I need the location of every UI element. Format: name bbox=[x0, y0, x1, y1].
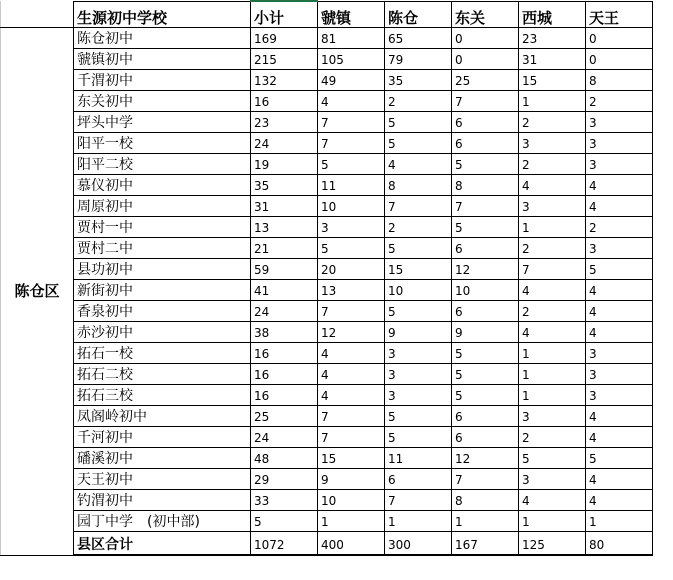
value-cell[interactable]: 2 bbox=[519, 427, 586, 448]
value-cell[interactable]: 4 bbox=[586, 175, 653, 196]
table-row bbox=[1, 511, 653, 532]
table-row bbox=[1, 154, 653, 175]
total-value-cell[interactable]: 125 bbox=[519, 532, 586, 556]
value-cell[interactable]: 12 bbox=[452, 448, 519, 469]
school-name-cell[interactable]: 县功初中 bbox=[74, 259, 251, 280]
header-tianwang[interactable]: 天王 bbox=[586, 1, 653, 28]
table-row bbox=[1, 238, 653, 259]
value-cell[interactable]: 65 bbox=[385, 28, 452, 49]
value-cell[interactable]: 7 bbox=[318, 112, 385, 133]
value-cell[interactable]: 3 bbox=[519, 469, 586, 490]
school-name-cell[interactable]: 钓渭初中 bbox=[74, 490, 251, 511]
header-xicheng[interactable]: 西城 bbox=[519, 1, 586, 28]
school-name-cell[interactable]: 赤沙初中 bbox=[74, 322, 251, 343]
total-value-cell[interactable]: 300 bbox=[385, 532, 452, 556]
value-cell[interactable]: 3 bbox=[385, 385, 452, 406]
value-cell[interactable]: 4 bbox=[586, 322, 653, 343]
value-cell[interactable]: 24 bbox=[251, 133, 318, 154]
school-name-cell[interactable]: 坪头中学 bbox=[74, 112, 251, 133]
value-cell[interactable]: 16 bbox=[251, 364, 318, 385]
value-cell[interactable]: 7 bbox=[318, 301, 385, 322]
value-cell[interactable]: 1 bbox=[385, 511, 452, 532]
table-row bbox=[1, 490, 653, 511]
value-cell[interactable]: 3 bbox=[586, 385, 653, 406]
table-row bbox=[1, 91, 653, 112]
value-cell[interactable]: 5 bbox=[452, 364, 519, 385]
school-name-cell[interactable]: 慕仪初中 bbox=[74, 175, 251, 196]
value-cell[interactable]: 2 bbox=[519, 238, 586, 259]
value-cell[interactable]: 6 bbox=[452, 112, 519, 133]
value-cell[interactable]: 15 bbox=[318, 448, 385, 469]
school-name-cell[interactable]: 贾村二中 bbox=[74, 238, 251, 259]
value-cell[interactable]: 48 bbox=[251, 448, 318, 469]
table-row bbox=[1, 448, 653, 469]
value-cell[interactable]: 6 bbox=[452, 406, 519, 427]
header-row bbox=[1, 1, 653, 28]
value-cell[interactable]: 79 bbox=[385, 49, 452, 70]
school-name-cell[interactable]: 千河初中 bbox=[74, 427, 251, 448]
value-cell[interactable]: 23 bbox=[519, 28, 586, 49]
table-row bbox=[1, 259, 653, 280]
table-row bbox=[1, 427, 653, 448]
value-cell[interactable]: 6 bbox=[385, 469, 452, 490]
school-name-cell[interactable]: 拓石二校 bbox=[74, 364, 251, 385]
value-cell[interactable]: 19 bbox=[251, 154, 318, 175]
value-cell[interactable]: 24 bbox=[251, 301, 318, 322]
value-cell[interactable]: 1 bbox=[519, 217, 586, 238]
value-cell[interactable]: 169 bbox=[251, 28, 318, 49]
value-cell[interactable]: 7 bbox=[318, 133, 385, 154]
header-school[interactable]: 生源初中学校 bbox=[74, 1, 251, 28]
value-cell[interactable]: 1 bbox=[318, 511, 385, 532]
table-row bbox=[1, 196, 653, 217]
value-cell[interactable]: 38 bbox=[251, 322, 318, 343]
value-cell[interactable]: 8 bbox=[452, 490, 519, 511]
value-cell[interactable]: 3 bbox=[586, 133, 653, 154]
table-row bbox=[1, 364, 653, 385]
table-row bbox=[1, 28, 653, 49]
blank-cell[interactable] bbox=[1, 1, 74, 28]
value-cell[interactable]: 3 bbox=[586, 238, 653, 259]
value-cell[interactable]: 4 bbox=[519, 280, 586, 301]
value-cell[interactable]: 4 bbox=[385, 154, 452, 175]
value-cell[interactable]: 16 bbox=[251, 91, 318, 112]
value-cell[interactable]: 3 bbox=[519, 133, 586, 154]
table-row bbox=[1, 280, 653, 301]
value-cell[interactable]: 3 bbox=[586, 112, 653, 133]
value-cell[interactable]: 3 bbox=[318, 217, 385, 238]
value-cell[interactable]: 1 bbox=[519, 511, 586, 532]
table-row bbox=[1, 112, 653, 133]
table-row bbox=[1, 70, 653, 91]
school-name-cell[interactable]: 贾村一中 bbox=[74, 217, 251, 238]
value-cell[interactable]: 2 bbox=[385, 217, 452, 238]
header-chencang[interactable]: 陈仓 bbox=[385, 1, 452, 28]
value-cell[interactable]: 7 bbox=[452, 196, 519, 217]
value-cell[interactable]: 21 bbox=[251, 238, 318, 259]
header-subtotal[interactable]: 小计 bbox=[251, 1, 318, 28]
value-cell[interactable]: 10 bbox=[318, 490, 385, 511]
value-cell[interactable]: 3 bbox=[519, 196, 586, 217]
value-cell[interactable]: 4 bbox=[586, 196, 653, 217]
value-cell[interactable]: 4 bbox=[318, 91, 385, 112]
value-cell[interactable]: 1 bbox=[586, 511, 653, 532]
value-cell[interactable]: 3 bbox=[586, 154, 653, 175]
value-cell[interactable]: 4 bbox=[519, 175, 586, 196]
value-cell[interactable]: 5 bbox=[452, 217, 519, 238]
school-name-cell[interactable]: 千渭初中 bbox=[74, 70, 251, 91]
value-cell[interactable]: 9 bbox=[318, 469, 385, 490]
value-cell[interactable]: 4 bbox=[586, 406, 653, 427]
value-cell[interactable]: 81 bbox=[318, 28, 385, 49]
value-cell[interactable]: 4 bbox=[318, 364, 385, 385]
value-cell[interactable]: 1 bbox=[519, 364, 586, 385]
value-cell[interactable]: 2 bbox=[519, 154, 586, 175]
value-cell[interactable]: 132 bbox=[251, 70, 318, 91]
value-cell[interactable]: 4 bbox=[586, 280, 653, 301]
value-cell[interactable]: 35 bbox=[251, 175, 318, 196]
value-cell[interactable]: 9 bbox=[452, 322, 519, 343]
value-cell[interactable]: 3 bbox=[586, 364, 653, 385]
value-cell[interactable]: 12 bbox=[318, 322, 385, 343]
value-cell[interactable]: 41 bbox=[251, 280, 318, 301]
value-cell[interactable]: 15 bbox=[519, 70, 586, 91]
school-name-cell[interactable]: 拓石一校 bbox=[74, 343, 251, 364]
header-guozhen[interactable]: 虢镇 bbox=[318, 1, 385, 28]
table-row bbox=[1, 322, 653, 343]
value-cell[interactable]: 2 bbox=[519, 112, 586, 133]
value-cell[interactable]: 59 bbox=[251, 259, 318, 280]
value-cell[interactable]: 3 bbox=[385, 343, 452, 364]
value-cell[interactable]: 5 bbox=[318, 154, 385, 175]
value-cell[interactable]: 8 bbox=[452, 175, 519, 196]
value-cell[interactable]: 4 bbox=[586, 301, 653, 322]
value-cell[interactable]: 35 bbox=[385, 70, 452, 91]
value-cell[interactable]: 10 bbox=[318, 196, 385, 217]
table-row bbox=[1, 385, 653, 406]
value-cell[interactable]: 7 bbox=[452, 469, 519, 490]
table-row bbox=[1, 469, 653, 490]
value-cell[interactable]: 25 bbox=[452, 70, 519, 91]
school-name-cell[interactable]: 阳平一校 bbox=[74, 133, 251, 154]
value-cell[interactable]: 0 bbox=[586, 28, 653, 49]
value-cell[interactable]: 23 bbox=[251, 112, 318, 133]
value-cell[interactable]: 2 bbox=[586, 217, 653, 238]
table-row bbox=[1, 406, 653, 427]
header-dongguan[interactable]: 东关 bbox=[452, 1, 519, 28]
total-value-cell[interactable]: 1072 bbox=[251, 532, 318, 556]
value-cell[interactable]: 5 bbox=[385, 238, 452, 259]
value-cell[interactable]: 105 bbox=[318, 49, 385, 70]
value-cell[interactable]: 1 bbox=[519, 91, 586, 112]
value-cell[interactable]: 5 bbox=[586, 448, 653, 469]
table-row bbox=[1, 217, 653, 238]
value-cell[interactable]: 6 bbox=[452, 427, 519, 448]
school-name-cell[interactable]: 虢镇初中 bbox=[74, 49, 251, 70]
school-name-cell[interactable]: 园丁中学 (初中部) bbox=[74, 511, 251, 532]
school-name-cell[interactable]: 周原初中 bbox=[74, 196, 251, 217]
school-name-cell[interactable]: 新街初中 bbox=[74, 280, 251, 301]
empty-row bbox=[0, 575, 673, 580]
value-cell[interactable]: 4 bbox=[318, 343, 385, 364]
value-cell[interactable]: 4 bbox=[519, 322, 586, 343]
value-cell[interactable]: 5 bbox=[385, 133, 452, 154]
total-value-cell[interactable]: 400 bbox=[318, 532, 385, 556]
value-cell[interactable]: 1 bbox=[519, 385, 586, 406]
table-row bbox=[1, 133, 653, 154]
district-cell[interactable]: 陈仓区 bbox=[1, 28, 74, 556]
total-row bbox=[1, 532, 653, 556]
school-name-cell[interactable]: 陈仓初中 bbox=[74, 28, 251, 49]
school-name-cell[interactable]: 阳平二校 bbox=[74, 154, 251, 175]
total-value-cell[interactable]: 80 bbox=[586, 532, 653, 556]
value-cell[interactable]: 8 bbox=[385, 175, 452, 196]
value-cell[interactable]: 13 bbox=[251, 217, 318, 238]
value-cell[interactable]: 3 bbox=[519, 406, 586, 427]
value-cell[interactable]: 5 bbox=[318, 238, 385, 259]
value-cell[interactable]: 6 bbox=[452, 133, 519, 154]
value-cell[interactable]: 5 bbox=[385, 301, 452, 322]
value-cell[interactable]: 1 bbox=[452, 511, 519, 532]
value-cell[interactable]: 3 bbox=[385, 364, 452, 385]
value-cell[interactable]: 10 bbox=[452, 280, 519, 301]
value-cell[interactable]: 16 bbox=[251, 385, 318, 406]
value-cell[interactable]: 6 bbox=[452, 238, 519, 259]
value-cell[interactable]: 3 bbox=[586, 343, 653, 364]
value-cell[interactable]: 9 bbox=[385, 322, 452, 343]
value-cell[interactable]: 215 bbox=[251, 49, 318, 70]
school-name-cell[interactable]: 香泉初中 bbox=[74, 301, 251, 322]
value-cell[interactable]: 20 bbox=[318, 259, 385, 280]
value-cell[interactable]: 5 bbox=[251, 511, 318, 532]
value-cell[interactable]: 49 bbox=[318, 70, 385, 91]
value-cell[interactable]: 2 bbox=[586, 91, 653, 112]
value-cell[interactable]: 10 bbox=[385, 280, 452, 301]
value-cell[interactable]: 7 bbox=[385, 490, 452, 511]
value-cell[interactable]: 5 bbox=[452, 385, 519, 406]
school-name-cell[interactable]: 天王初中 bbox=[74, 469, 251, 490]
value-cell[interactable]: 0 bbox=[586, 49, 653, 70]
value-cell[interactable]: 8 bbox=[586, 70, 653, 91]
value-cell[interactable]: 33 bbox=[251, 490, 318, 511]
value-cell[interactable]: 11 bbox=[385, 448, 452, 469]
value-cell[interactable]: 12 bbox=[452, 259, 519, 280]
value-cell[interactable]: 0 bbox=[452, 28, 519, 49]
value-cell[interactable]: 5 bbox=[385, 112, 452, 133]
value-cell[interactable]: 13 bbox=[318, 280, 385, 301]
total-label-cell[interactable]: 县区合计 bbox=[74, 532, 251, 556]
value-cell[interactable]: 31 bbox=[519, 49, 586, 70]
value-cell[interactable]: 25 bbox=[251, 406, 318, 427]
value-cell[interactable]: 7 bbox=[519, 259, 586, 280]
school-name-cell[interactable]: 磻溪初中 bbox=[74, 448, 251, 469]
table-row bbox=[1, 343, 653, 364]
value-cell[interactable]: 29 bbox=[251, 469, 318, 490]
value-cell[interactable]: 7 bbox=[452, 91, 519, 112]
value-cell[interactable]: 4 bbox=[519, 490, 586, 511]
value-cell[interactable]: 15 bbox=[385, 259, 452, 280]
value-cell[interactable]: 4 bbox=[586, 469, 653, 490]
value-cell[interactable]: 7 bbox=[318, 427, 385, 448]
value-cell[interactable]: 5 bbox=[452, 343, 519, 364]
value-cell[interactable]: 1 bbox=[519, 343, 586, 364]
value-cell[interactable]: 7 bbox=[318, 406, 385, 427]
value-cell[interactable]: 4 bbox=[586, 427, 653, 448]
value-cell[interactable]: 16 bbox=[251, 343, 318, 364]
school-name-cell[interactable]: 凤阁岭初中 bbox=[74, 406, 251, 427]
value-cell[interactable]: 5 bbox=[519, 448, 586, 469]
value-cell[interactable]: 24 bbox=[251, 427, 318, 448]
value-cell[interactable]: 11 bbox=[318, 175, 385, 196]
value-cell[interactable]: 7 bbox=[385, 196, 452, 217]
table-row bbox=[1, 175, 653, 196]
table-row bbox=[1, 301, 653, 322]
value-cell[interactable]: 5 bbox=[586, 259, 653, 280]
value-cell[interactable]: 2 bbox=[385, 91, 452, 112]
value-cell[interactable]: 31 bbox=[251, 196, 318, 217]
value-cell[interactable]: 5 bbox=[385, 427, 452, 448]
school-name-cell[interactable]: 拓石三校 bbox=[74, 385, 251, 406]
total-value-cell[interactable]: 167 bbox=[452, 532, 519, 556]
value-cell[interactable]: 4 bbox=[318, 385, 385, 406]
value-cell[interactable]: 5 bbox=[452, 154, 519, 175]
value-cell[interactable]: 2 bbox=[519, 301, 586, 322]
value-cell[interactable]: 5 bbox=[385, 406, 452, 427]
school-name-cell[interactable]: 东关初中 bbox=[74, 91, 251, 112]
value-cell[interactable]: 6 bbox=[452, 301, 519, 322]
value-cell[interactable]: 4 bbox=[586, 490, 653, 511]
value-cell[interactable]: 0 bbox=[452, 49, 519, 70]
table-row bbox=[1, 49, 653, 70]
